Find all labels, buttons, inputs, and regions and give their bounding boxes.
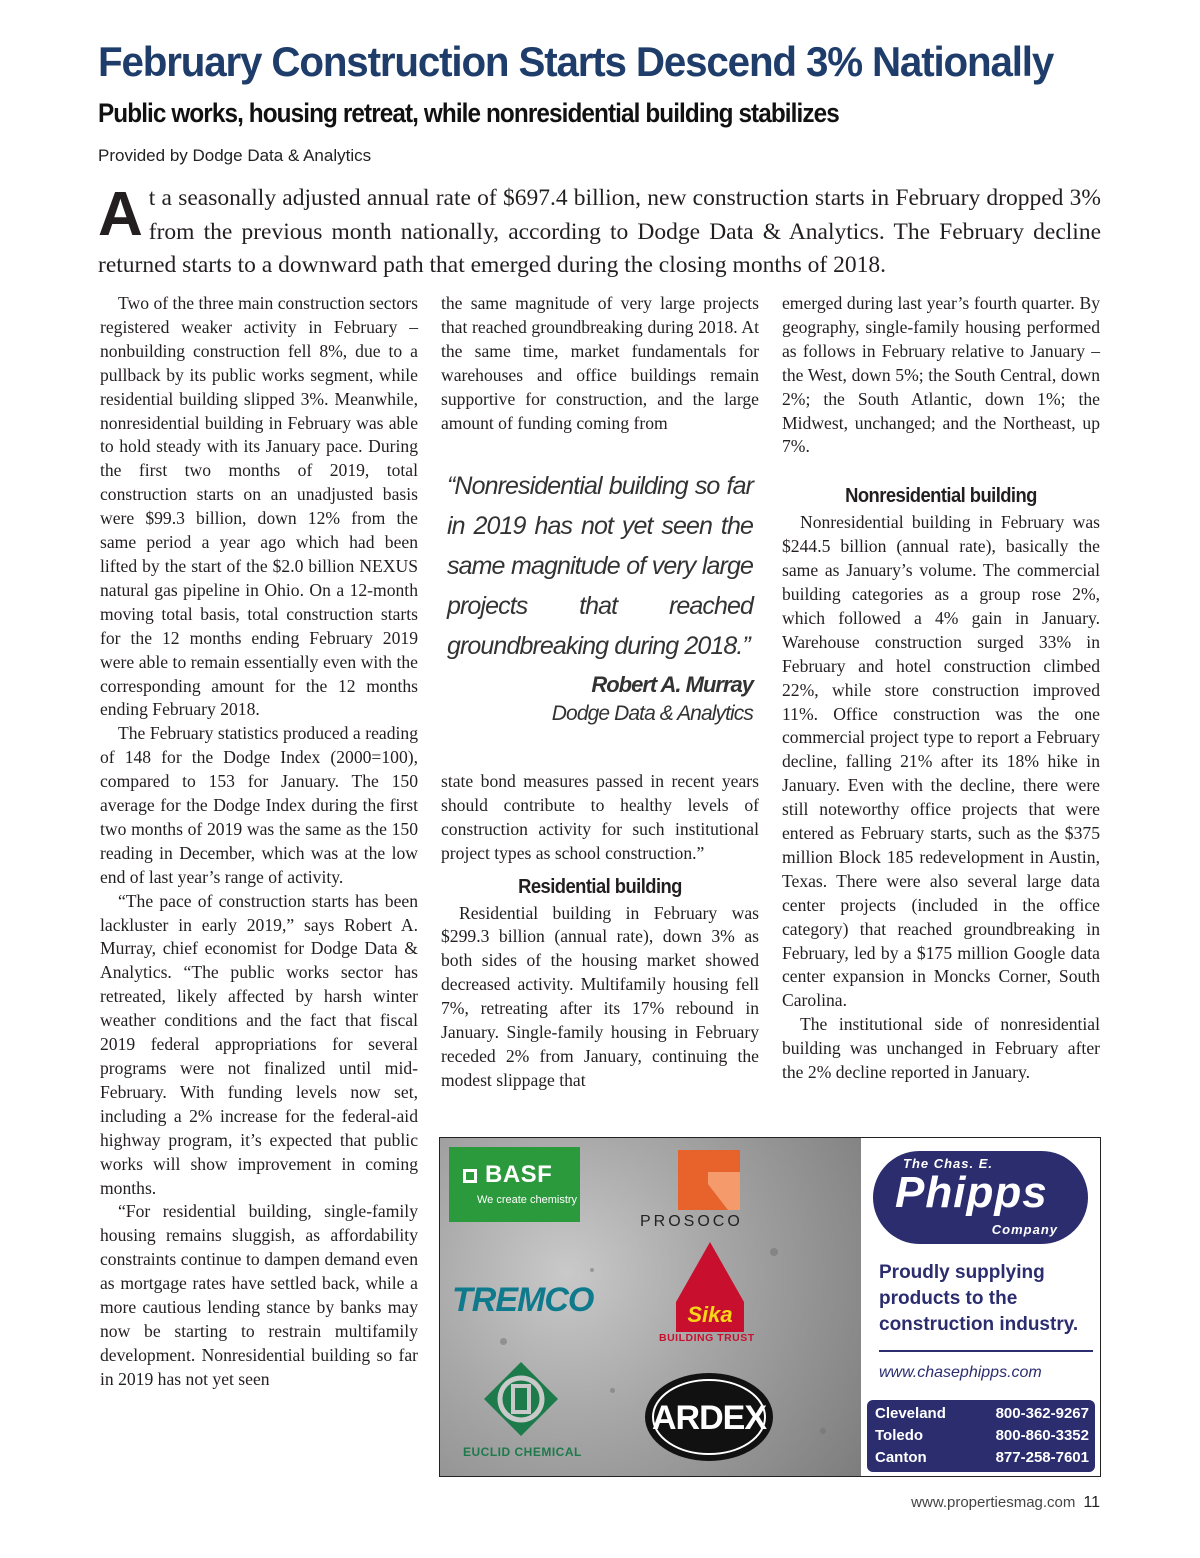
prosoco-name: PROSOCO [640, 1213, 743, 1230]
column-2-bottom [441, 770, 759, 1093]
sika-tagline: BUILDING TRUST [659, 1332, 755, 1344]
pull-quote-author: Robert A. Murray [591, 672, 753, 697]
phone-list [867, 1400, 1095, 1472]
advertisement-chas-e-phipps[interactable] [439, 1137, 1101, 1477]
page-footer [911, 1494, 1100, 1512]
basf-tagline: We create chemistry [477, 1194, 578, 1206]
euclid-chemical-logo-icon [482, 1360, 560, 1438]
sika-name: Sika [687, 1302, 733, 1327]
phone-city: Toledo [875, 1427, 924, 1444]
phone-row [875, 1427, 1089, 1449]
headline: February Construction Starts Descend 3% Nationally [98, 38, 1054, 85]
phipps-info-panel [862, 1138, 1100, 1476]
body-paragraph: “For residential building, single-family housing remains sluggish, as affordability constraints continue to dampen demand even as mortgage rates have settled back, while a more cautious lending stance by banks may now be starting to restrain multifamily development. Nonresidential building so far in 2019 has not yet seen [100, 1201, 418, 1389]
phipps-logo-prefix: The Chas. E. [903, 1156, 994, 1171]
body-paragraph: Residential building in February was $299.3 billion (annual rate), down 3% as both sides of the housing market showed decreased activity. Multifamily housing fell 7%, retreating after its 17% rebound in January. Single-family housing in February receded 2% from January, continuing the modest slippage that [441, 902, 759, 1090]
subhead: Public works, housing retreat, while nonresidential building stabilizes [98, 98, 839, 128]
phone-number[interactable]: 800-362-9267 [995, 1405, 1089, 1422]
drop-cap: A [98, 180, 143, 249]
byline: Provided by Dodge Data & Analytics [98, 146, 372, 165]
tremco-logo: TREMCO [452, 1281, 594, 1319]
brand-logo-panel [440, 1138, 861, 1476]
pull-quote-organization: Dodge Data & Analytics [551, 702, 753, 725]
basf-logo [449, 1147, 580, 1222]
column-2-top [441, 292, 759, 435]
lede-text: t a seasonally adjusted annual rate of $697.4 billion, new construction starts in February dropped 3% from the previous month nationally, according to Dodge Data & Analytics. The February decline returned starts to a downward path that emerged during the closing months of 2018. [98, 185, 1101, 278]
basf-square-icon [463, 1169, 477, 1183]
section-heading-nonresidential: Nonresidential building [845, 485, 1037, 508]
ardex-name: ARDEX [651, 1399, 767, 1437]
phone-city: Canton [875, 1449, 927, 1466]
footer-website[interactable]: www.propertiesmag.com [911, 1494, 1076, 1511]
phone-number[interactable]: 877-258-7601 [995, 1449, 1089, 1466]
ardex-logo-icon [643, 1371, 775, 1463]
body-paragraph: the same magnitude of very large projects that reached groundbreaking during 2018. At the same time, market fundamentals for warehouses and office buildings remain supportive for construction, and the large amount of funding coming from [441, 293, 759, 433]
prosoco-logo-icon [678, 1150, 740, 1210]
phipps-logo-name: Phipps [895, 1168, 1048, 1217]
body-paragraph: emerged during last year’s fourth quarter. By geography, single-family housing performed as follows in February relative to January – the West, down 5%; the South Central, down 2%; the South Atlantic, down 1%; the Midwest, unchanged; and the Northeast, up 7%. [782, 293, 1100, 457]
body-paragraph: state bond measures passed in recent years should contribute to healthy levels of construction activity for such institutional project types as school construction.” [441, 771, 759, 863]
body-paragraph: “The pace of construction starts has been lackluster in early 2019,” says Robert A. Murray, chief economist for Dodge Data & Analytics. “The public works sector has retreated, likely affected by harsh winter weather conditions and the fact that fiscal 2019 federal appropriations for several programs were not finalized until mid-February. With funding levels now set, including a 2% increase for the federal-aid highway program, it’s expected that public works will show improvement in coming months. [100, 890, 418, 1198]
phipps-logo-suffix: Company [991, 1222, 1058, 1237]
body-paragraph: The February statistics produced a reading of 148 for the Dodge Index (2000=100), compared to 153 for January. The 150 average for the Dodge Index during the first two months of 2019 was the same as the 150 reading in December, which was at the low end of last year’s range of activity. [100, 723, 418, 887]
column-1 [100, 292, 418, 1392]
euclid-chemical-name: EUCLID CHEMICAL [463, 1445, 582, 1459]
phone-row [875, 1405, 1089, 1427]
phone-row [875, 1449, 1089, 1471]
body-paragraph: The institutional side of nonresidential building was unchanged in February after the 2% decline reported in January. [782, 1014, 1100, 1083]
page-number: 11 [1083, 1494, 1100, 1511]
sika-logo-icon [676, 1242, 744, 1332]
phone-city: Cleveland [875, 1405, 946, 1422]
body-paragraph: Nonresidential building in February was $244.5 billion (annual rate), basically the same as January’s volume. The commercial building categories as a group rose 2%, which followed a 4% gain in January. Warehouse construction surged 33% in February and hotel construction climbed 22%, while store construction improved 11%. Office construction was the one commercial project type to report a February decline, falling 21% after its 18% hike in January. Even with the decline, there were still noteworthy office projects that were entered as February starts, such as the $375 million Block 185 redevelopment in Austin, Texas. There were also several large data center projects (included in the office category) that reached groundbreaking in February, led by a $175 million Google data center expansion in Moncks Corner, South Carolina. [782, 512, 1100, 1011]
ad-tagline: Proudly supplying products to the construction industry. [879, 1262, 1079, 1335]
pull-quote [447, 466, 753, 726]
phone-number[interactable]: 800-860-3352 [995, 1427, 1089, 1444]
body-paragraph: Two of the three main construction sectors registered weaker activity in February – nonbuilding construction fell 8%, due to a pullback by its public works segment, while residential building slipped 3%. Meanwhile, nonresidential building in February was able to hold steady with its January pace. During the first two months of 2019, total construction starts on an unadjusted basis were $99.3 billion, down 12% from the same period a year ago which had been lifted by the start of the $2.0 billion NEXUS natural gas pipeline in Ohio. On a 12-month moving total basis, total construction starts for the 12 months ending February 2019 were able to remain essentially even with the corresponding amount for the 12 months ending February 2018. [100, 293, 418, 720]
phipps-logo [873, 1151, 1088, 1244]
pull-quote-text: “Nonresidential building so far in 2019 has not yet seen the same magnitude of very large projects that reached groundbreaking during 2018.” [447, 472, 753, 660]
basf-name: BASF [485, 1161, 553, 1188]
ad-divider [879, 1350, 1093, 1352]
ad-website-link[interactable]: www.chasephipps.com [879, 1364, 1042, 1381]
lede-paragraph [98, 182, 1101, 283]
column-3 [782, 292, 1100, 1085]
section-heading-residential: Residential building [518, 875, 682, 898]
